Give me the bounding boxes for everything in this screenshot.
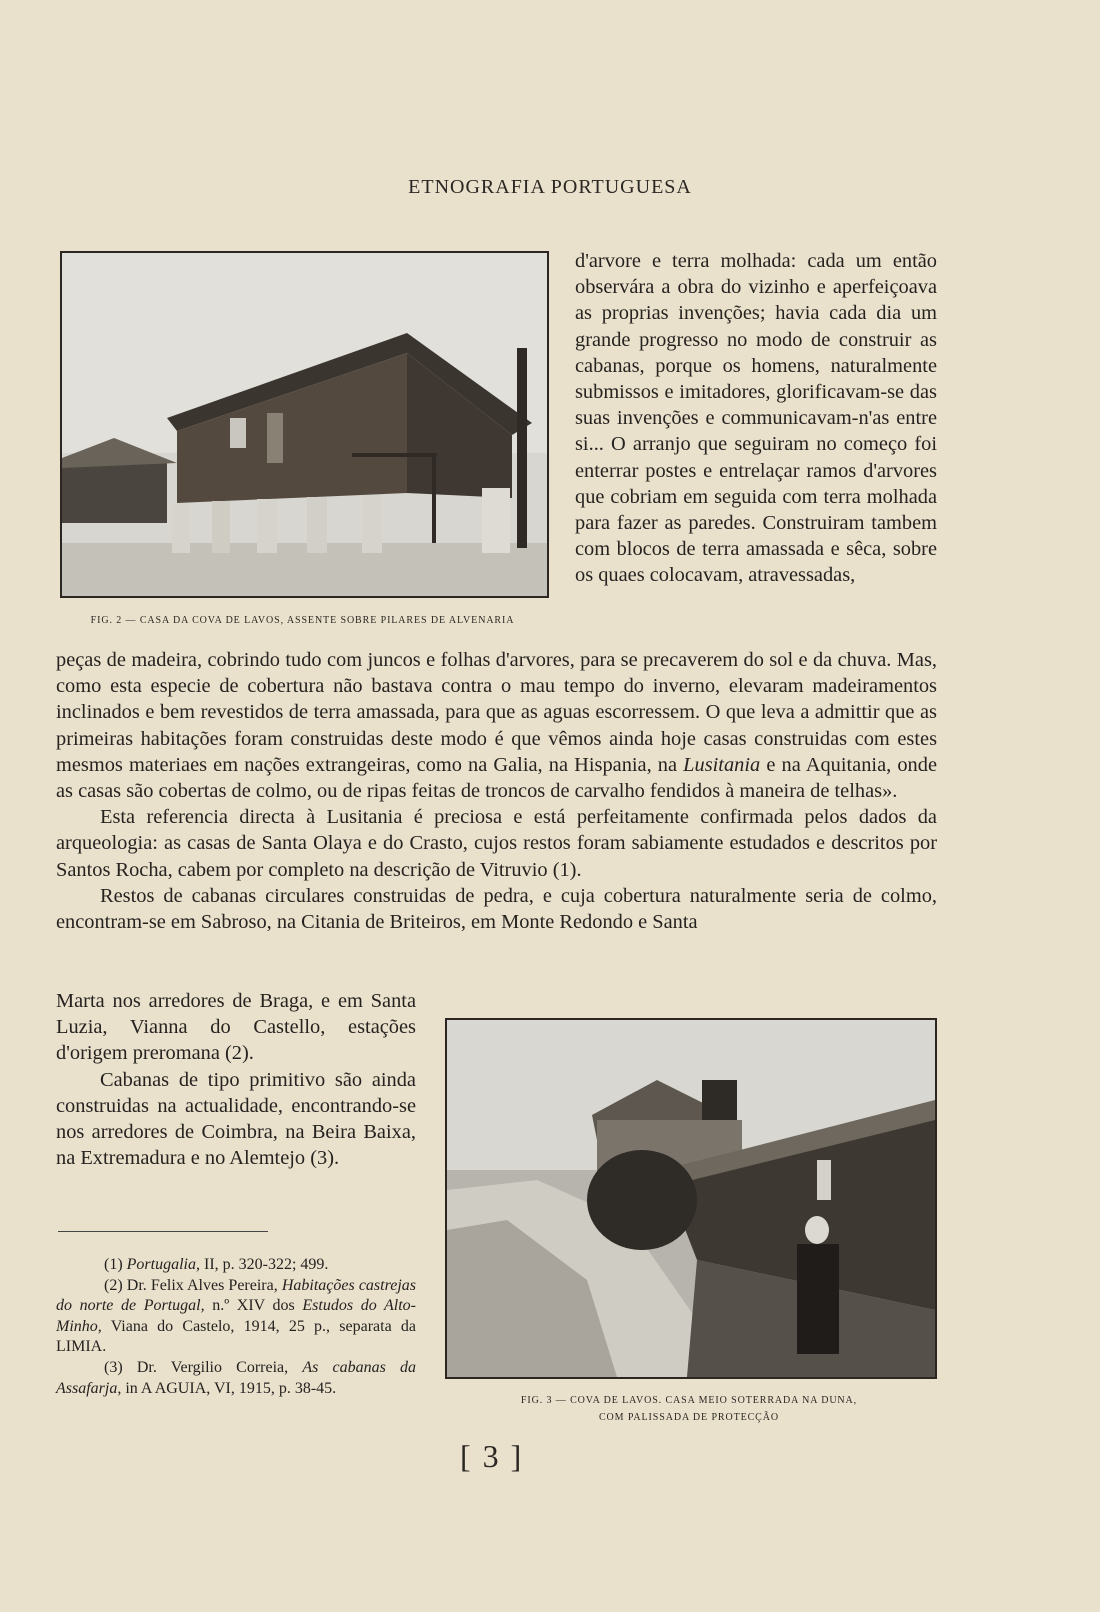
footnote-1 bbox=[56, 1255, 416, 1276]
figure-3-caption-line-1: FIG. 3 — COVA DE LAVOS. CASA MEIO SOTERRADA NA DUNA, bbox=[520, 1395, 858, 1406]
full-width-text bbox=[56, 647, 937, 935]
paragraph-1-italic: Lusitania bbox=[683, 753, 761, 776]
paragraph-3-continued: Marta nos arredores de Braga, e em Santa Luzia, Vianna do Castello, estações d'origem preromana (2). bbox=[56, 990, 416, 1065]
footnote-2-text-b: n.º XIV dos bbox=[204, 1297, 303, 1315]
footnote-2-italic-2: Estudos do Alto-Minho, bbox=[56, 1297, 417, 1335]
footnote-1-rest: II, p. 320-322; 499. bbox=[200, 1256, 329, 1273]
column-text-top bbox=[575, 248, 937, 589]
footnote-3-italic: As cabanas da Assafarja, bbox=[56, 1358, 416, 1397]
page-number: [ 3 ] bbox=[460, 1438, 524, 1474]
paragraph-2: Esta referencia directa à Lusitania é preciosa e está perfeitamente confirmada pelos dados da arqueologia: as casas de Santa Olaya e do Crasto, cujos restos foram sabiamente estudados e descritos por Santos Rocha, cabem por completo na descrição de Vitruvio (1). bbox=[56, 806, 937, 881]
paragraph-3: Restos de cabanas circulares construidas de pedra, e cuja cobertura naturalmente seria de colmo, encontram-se em Sabroso, na Citania de Briteiros, em Monte Redondo e Santa bbox=[56, 884, 937, 934]
paragraph-1-text-b: e na Aquitania, onde as casas são cobertas de colmo, ou de ripas feitas de troncos de carvalho fendidos à maneira de telhas». bbox=[56, 753, 937, 803]
footnote-1-number: (1) bbox=[104, 1256, 127, 1273]
footnote-3-text-b: in A AGUIA, VI, 1915, p. 38-45. bbox=[121, 1379, 337, 1397]
footnote-3-text-a: (3) Dr. Vergilio Correia, bbox=[104, 1358, 303, 1376]
footnote-1-italic: Portugalia, bbox=[126, 1256, 200, 1273]
running-header: ETNOGRAFIA PORTUGUESA bbox=[408, 176, 692, 198]
figure-3-caption bbox=[445, 1392, 933, 1426]
figure-3-photo bbox=[445, 1018, 937, 1379]
figure-2-caption: FIG. 2 — CASA DA COVA DE LAVOS, ASSENTE SOBRE PILARES DE ALVENARIA bbox=[90, 615, 515, 626]
footnote-2-text-a: (2) Dr. Felix Alves Pereira, bbox=[104, 1276, 282, 1294]
paragraph-4: Cabanas de tipo primitivo são ainda construidas na actualidade, encontrando-se nos arredores de Coimbra, na Beira Baixa, na Extremadura e no Alemtejo (3). bbox=[56, 1068, 416, 1170]
footnotes bbox=[56, 1255, 416, 1399]
paragraph-1 bbox=[56, 647, 937, 804]
paragraph-continued: d'arvore e terra molhada: cada um então observára a obra do vizinho e aperfeiçoava as proprias invenções; havia cada dia um grande progresso no modo de construir as cabanas, porque os homens, naturalmente submissos e imitadores, glorificavam-se das suas invenções e communicavam-n'as entre si... O arranjo que seguiram no começo foi enterrar postes e entrelaçar ramos d'arvores que cobriam em seguida com terra molhada para fazer as paredes. Construiram tambem com blocos de terra amassada e sêca, sobre os quaes colocavam, atravessadas, bbox=[575, 250, 937, 587]
footnote-rule bbox=[58, 1231, 268, 1232]
footnote-2-italic-1: Habitações castrejas do norte de Portugal, bbox=[56, 1276, 417, 1315]
figure-3-caption-line-2: COM PALISSADA DE PROTECÇÃO bbox=[598, 1412, 779, 1423]
footnote-3 bbox=[56, 1358, 416, 1399]
paragraph-1-text-a: peças de madeira, cobrindo tudo com juncos e folhas d'arvores, para se precaverem do sol e da chuva. Mas, como esta especie de cobertura não bastava contra o mau tempo do inverno, elevaram madeiramentos inclinados e bem revestidos de terra amassada, para que as aguas escorressem. O que leva a admittir que as primeiras habitações foram construidas deste modo é que vêmos ainda hoje casas construidas com estes mesmos materiaes em nações extrangeiras, como na Galia, na Hispania, na bbox=[56, 649, 937, 776]
column-text-bottom bbox=[56, 988, 416, 1171]
figure-2-photo bbox=[60, 251, 549, 598]
footnote-2-text-c: Viana do Castelo, 1914, 25 p., separata da LIMIA. bbox=[56, 1317, 416, 1356]
footnote-2 bbox=[56, 1276, 416, 1358]
